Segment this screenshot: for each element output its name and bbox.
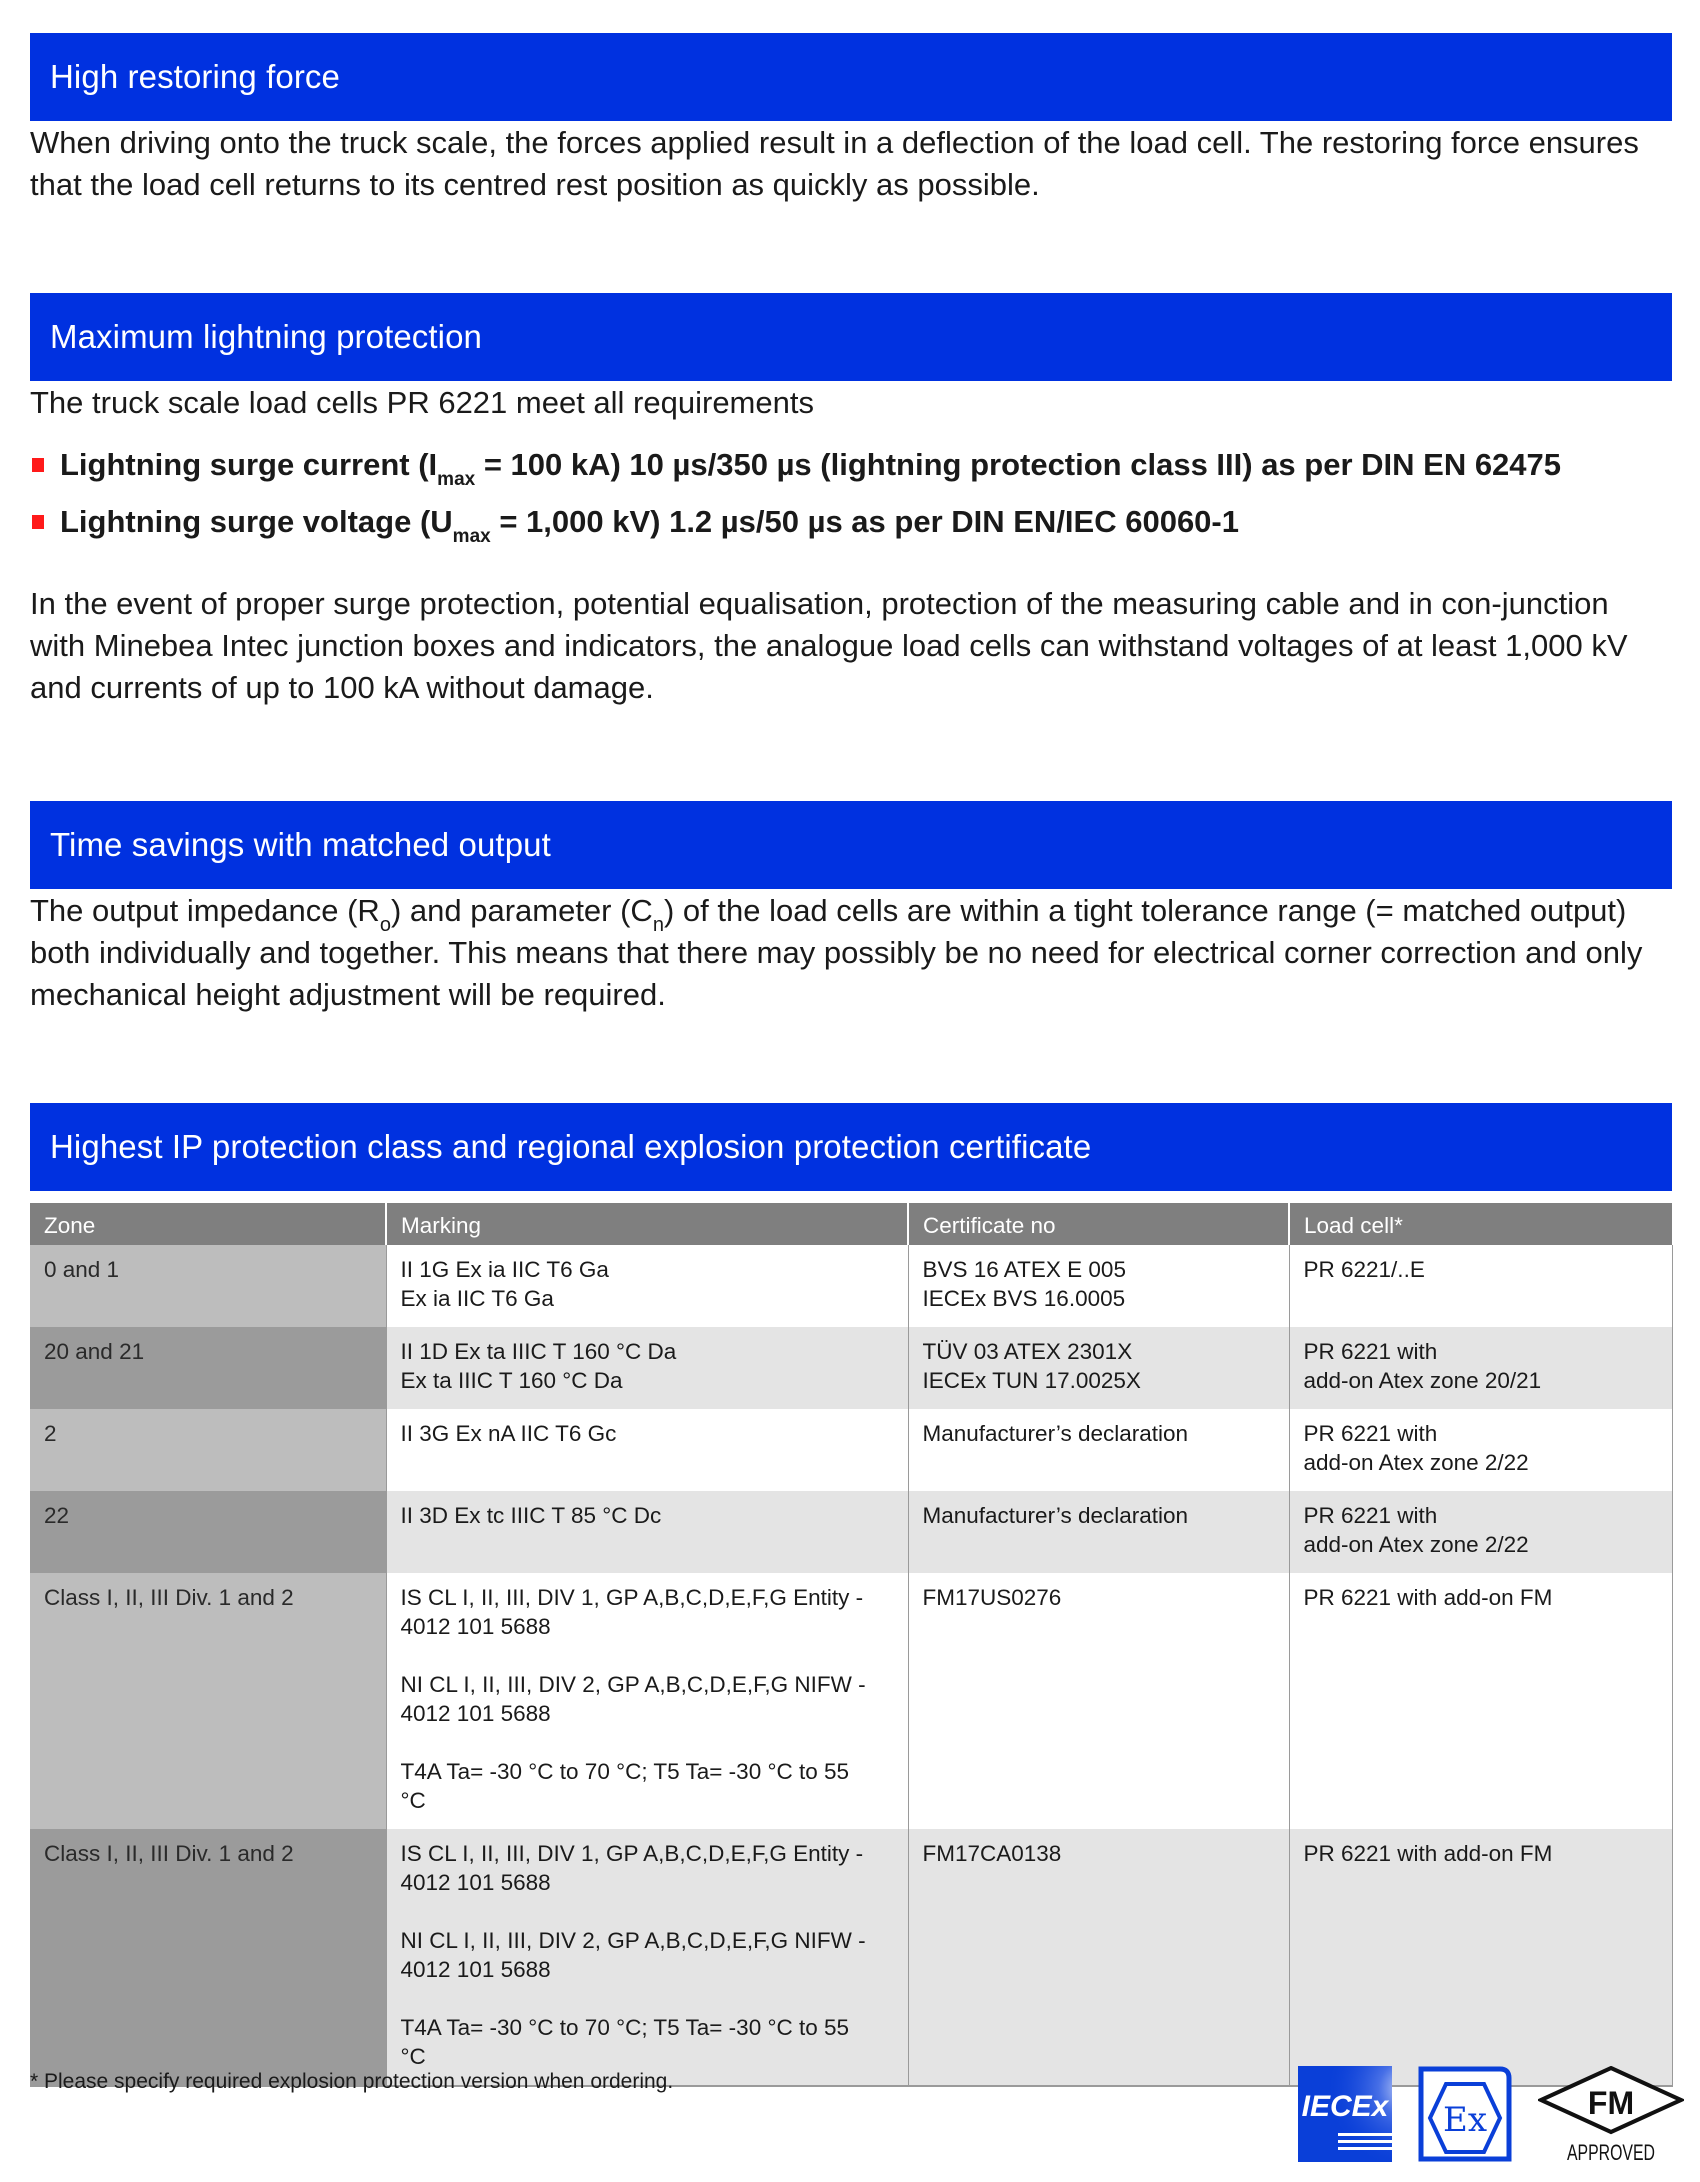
section-paragraph: In the event of proper surge protection, potential equalisation, protection of the measuring cable and in con-junction with Minebea Intec junction boxes and indicators, the analogue load cells can withstand voltages of at least 1,000 kV and currents of up to 100 kA without damage.: [30, 586, 1628, 705]
cell-marking: [386, 1829, 908, 2086]
table-row: [30, 1829, 1672, 2086]
table-row: [30, 1573, 1672, 1829]
cell-line: add-on Atex zone 2/22: [1303, 1532, 1529, 1557]
cell-line: TÜV 03 ATEX 2301X: [922, 1339, 1133, 1364]
cell-line: PR 6221 with add-on FM: [1303, 1841, 1553, 1866]
bullet-text: Lightning surge current (I: [60, 447, 438, 482]
cell-line: °C: [400, 1788, 426, 1813]
list-item: [30, 444, 1672, 490]
table-row: [30, 1245, 1672, 1327]
paragraph-text: ) of the load cells are within a tight tolerance range (= matched output) both individually and together. This means that there may possibly be no need for electrical corner correction and only mechanical height adjustment will be required.: [30, 893, 1643, 1012]
bullet-square-icon: [32, 458, 44, 472]
cell-marking: [386, 1573, 908, 1829]
section-paragraph: When driving onto the truck scale, the forces applied result in a deflection of the load cell. The restoring force ensures that the load cell returns to its centred rest position as quickly as possible.: [30, 125, 1639, 202]
cell-line: PR 6221 with: [1303, 1421, 1438, 1446]
fm-approved-logo-icon: [1538, 2066, 1684, 2166]
subscript: max: [452, 526, 491, 547]
atex-logo-text: Ex: [1443, 2100, 1487, 2140]
cell-line: BVS 16 ATEX E 005: [922, 1257, 1126, 1282]
cell-line: 4012 101 5688: [400, 1614, 551, 1639]
bullet-text: Lightning surge voltage (U: [60, 504, 453, 539]
table-header-row: [30, 1203, 1672, 1245]
column-header-certificate: Certificate no: [908, 1203, 1289, 1245]
cell-line: T4A Ta= -30 °C to 70 °C; T5 Ta= -30 °C to 55: [400, 2015, 849, 2040]
column-header-load-cell: Load cell*: [1289, 1203, 1672, 1245]
cell-line: II 3D Ex tc IIIC T 85 °C Dc: [400, 1503, 662, 1528]
table-row: [30, 1409, 1672, 1491]
section-lightning-protection: [30, 293, 1672, 709]
cell-load-cell: [1289, 1573, 1672, 1829]
cell-load-cell: [1289, 1409, 1672, 1491]
cell-line: PR 6221 with add-on FM: [1303, 1585, 1553, 1610]
cell-line: T4A Ta= -30 °C to 70 °C; T5 Ta= -30 °C to 55: [400, 1759, 849, 1784]
table-row: [30, 1327, 1672, 1409]
cell-line: Ex ta IIIC T 160 °C Da: [400, 1368, 623, 1393]
cell-line: FM17CA0138: [922, 1841, 1062, 1866]
cell-line: 4012 101 5688: [400, 1701, 551, 1726]
certification-logos: [1298, 2066, 1684, 2166]
cell-load-cell: [1289, 1327, 1672, 1409]
cell-line: add-on Atex zone 20/21: [1303, 1368, 1542, 1393]
cell-line: add-on Atex zone 2/22: [1303, 1450, 1529, 1475]
cell-certificate: [908, 1409, 1289, 1491]
certificate-table: [30, 1203, 1673, 2087]
footnote: * Please specify required explosion protection version when ordering.: [30, 2070, 674, 2093]
paragraph-text: ) and parameter (C: [390, 893, 653, 928]
cell-zone: Class I, II, III Div. 1 and 2: [30, 1573, 386, 1829]
section-heading: High restoring force: [30, 33, 1672, 121]
cell-line: II 3G Ex nA IIC T6 Gc: [400, 1421, 617, 1446]
table-row: [30, 1491, 1672, 1573]
bullet-text: = 1,000 kV) 1.2 µs/50 µs as per DIN EN/IEC 60060-1: [490, 504, 1239, 539]
requirements-list: [30, 444, 1672, 547]
line-gap: [401, 1728, 894, 1757]
cell-certificate: [908, 1245, 1289, 1327]
cell-zone: 0 and 1: [30, 1245, 386, 1327]
cell-certificate: [908, 1491, 1289, 1573]
subscript: o: [379, 914, 391, 936]
cell-line: 4012 101 5688: [400, 1957, 551, 1982]
cell-line: °C: [400, 2044, 426, 2069]
fm-logo-text: FM: [1587, 2085, 1635, 2121]
section-matched-output: [30, 801, 1672, 1016]
line-gap: [401, 1984, 894, 2013]
atex-ex-logo-icon: [1418, 2066, 1512, 2162]
section-heading: Highest IP protection class and regional explosion protection certificate: [30, 1103, 1672, 1191]
section-high-restoring-force: [30, 33, 1672, 206]
cell-line: Ex ia IIC T6 Ga: [400, 1286, 554, 1311]
cell-line: IECEx BVS 16.0005: [922, 1286, 1126, 1311]
cell-line: PR 6221/..E: [1303, 1257, 1425, 1282]
cell-line: IS CL I, II, III, DIV 1, GP A,B,C,D,E,F,G Entity -: [400, 1585, 864, 1610]
cell-load-cell: [1289, 1491, 1672, 1573]
cell-line: IECEx TUN 17.0025X: [922, 1368, 1141, 1393]
cell-line: NI CL I, II, III, DIV 2, GP A,B,C,D,E,F,G NIFW -: [400, 1928, 866, 1953]
cell-marking: [386, 1245, 908, 1327]
list-item: [30, 501, 1672, 547]
cell-certificate: [908, 1327, 1289, 1409]
iecex-logo-text: IECEx: [1301, 2090, 1389, 2123]
bullet-text: = 100 kA) 10 µs/350 µs (lightning protection class III) as per DIN EN 62475: [475, 447, 1562, 482]
cell-line: 4012 101 5688: [400, 1870, 551, 1895]
section-heading: Maximum lightning protection: [30, 293, 1672, 381]
cell-line: Manufacturer’s declaration: [922, 1503, 1189, 1528]
cell-load-cell: [1289, 1829, 1672, 2086]
cell-zone: Class I, II, III Div. 1 and 2: [30, 1829, 386, 2086]
cell-line: Manufacturer’s declaration: [922, 1421, 1189, 1446]
cell-certificate: [908, 1573, 1289, 1829]
bullet-square-icon: [32, 515, 44, 529]
cell-load-cell: [1289, 1245, 1672, 1327]
cell-line: II 1D Ex ta IIIC T 160 °C Da: [400, 1339, 677, 1364]
cell-marking: [386, 1491, 908, 1573]
subscript: n: [652, 914, 664, 936]
iecex-logo-icon: [1298, 2066, 1392, 2162]
section-explosion-protection: [30, 1103, 1672, 2087]
cell-line: PR 6221 with: [1303, 1339, 1438, 1364]
cell-line: II 1G Ex ia IIC T6 Ga: [400, 1257, 609, 1282]
cell-line: IS CL I, II, III, DIV 1, GP A,B,C,D,E,F,G Entity -: [400, 1841, 864, 1866]
cell-marking: [386, 1327, 908, 1409]
section-intro: The truck scale load cells PR 6221 meet all requirements: [30, 385, 814, 420]
cell-zone: 20 and 21: [30, 1327, 386, 1409]
cell-marking: [386, 1409, 908, 1491]
cell-zone: 22: [30, 1491, 386, 1573]
cell-line: PR 6221 with: [1303, 1503, 1438, 1528]
subscript: max: [437, 469, 476, 490]
line-gap: [401, 1641, 894, 1670]
column-header-zone: Zone: [30, 1203, 386, 1245]
fm-approved-text: APPROVED: [1567, 2140, 1655, 2165]
column-header-marking: Marking: [386, 1203, 908, 1245]
line-gap: [401, 1897, 894, 1926]
cell-certificate: [908, 1829, 1289, 2086]
paragraph-text: The output impedance (R: [30, 893, 380, 928]
table-body: [30, 1245, 1672, 2086]
cell-zone: 2: [30, 1409, 386, 1491]
section-heading: Time savings with matched output: [30, 801, 1672, 889]
cell-line: NI CL I, II, III, DIV 2, GP A,B,C,D,E,F,G NIFW -: [400, 1672, 866, 1697]
section-paragraph: [30, 890, 1672, 1016]
cell-line: FM17US0276: [922, 1585, 1062, 1610]
